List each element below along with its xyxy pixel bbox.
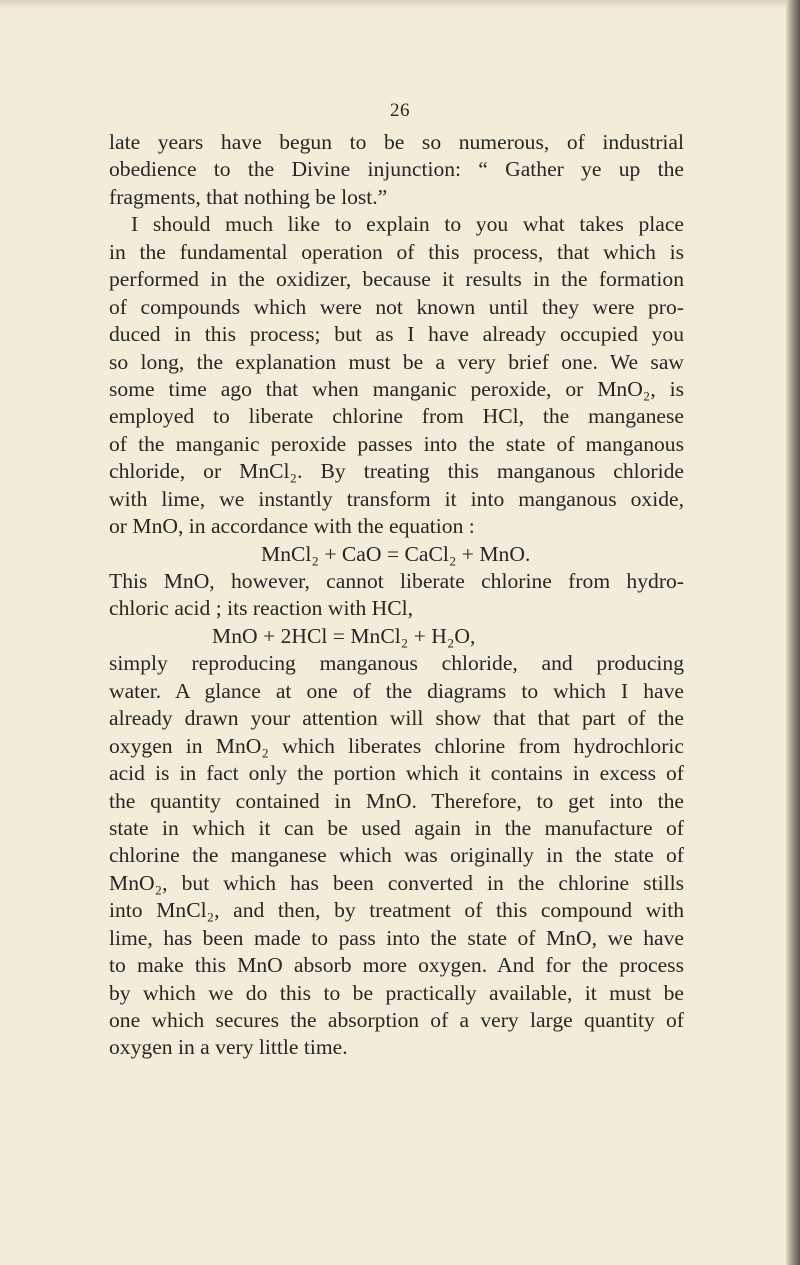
text-line: simply reproducing manganous chloride, and producing: [109, 651, 684, 676]
equation: MnCl₂ + CaO = CaCl₂ + MnO.: [261, 541, 531, 566]
page-top-shadow: [0, 0, 800, 8]
text-line: MnO₂, but which has been converted in the chlorine stills: [109, 870, 684, 895]
text-line: or MnO, in accordance with the equation :: [109, 514, 475, 539]
page-right-edge: [786, 0, 800, 1265]
text-line: duced in this process; but as I have already occupied you: [109, 322, 684, 347]
text-line: in the fundamental operation of this process, that which is: [109, 239, 684, 264]
text-line: so long, the explanation must be a very brief one. We saw: [109, 349, 684, 374]
text-line: fragments, that nothing be lost.”: [109, 184, 388, 209]
text-line: into MnCl₂, and then, by treatment of this compound with: [109, 898, 684, 923]
text-line: employed to liberate chlorine from HCl, the manganese: [109, 404, 684, 429]
page-number: 26: [390, 100, 410, 121]
text-line: late years have begun to be so numerous, of industrial: [109, 130, 684, 154]
text-line: oxygen in a very little time.: [109, 1035, 348, 1060]
text-line: already drawn your attention will show that that part of the: [109, 706, 684, 731]
text-line: performed in the oxidizer, because it results in the formation: [109, 267, 684, 292]
text-line: chloride, or MnCl₂. By treating this manganous chloride: [109, 459, 684, 484]
text-line: I should much like to explain to you what takes place: [131, 212, 684, 237]
text-line: with lime, we instantly transform it into manganous oxide,: [109, 486, 684, 511]
text-line: water. A glance at one of the diagrams to which I have: [109, 678, 684, 703]
equation: MnO + 2HCl = MnCl₂ + H₂O,: [212, 623, 476, 648]
text-line: some time ago that when manganic peroxide, or MnO₂, is: [109, 376, 684, 401]
text-line: by which we do this to be practically available, it must be: [109, 980, 684, 1005]
text-line: lime, has been made to pass into the state of MnO, we have: [109, 925, 684, 950]
text-line: state in which it can be used again in the manufacture of: [109, 815, 684, 840]
text-line: chloric acid ; its reaction with HCl,: [109, 596, 414, 621]
text-line: oxygen in MnO₂ which liberates chlorine from hydrochloric: [109, 733, 684, 758]
text-line: the quantity contained in MnO. Therefore, to get into the: [109, 788, 684, 813]
text-line: This MnO, however, cannot liberate chlorine from hydro-: [109, 569, 684, 593]
text-line: of the manganic peroxide passes into the state of manganous: [109, 431, 684, 456]
text-line: obedience to the Divine injunction: “ Gather ye up the: [109, 157, 684, 182]
text-line: to make this MnO absorb more oxygen. And for the process: [109, 953, 684, 978]
text-line: one which secures the absorption of a very large quantity of: [109, 1008, 684, 1032]
text-line: chlorine the manganese which was originally in the state of: [109, 843, 684, 868]
body-text: [109, 129, 684, 1062]
text-line: of compounds which were not known until they were pro-: [109, 294, 684, 319]
text-line: acid is in fact only the portion which it contains in excess of: [109, 761, 684, 786]
